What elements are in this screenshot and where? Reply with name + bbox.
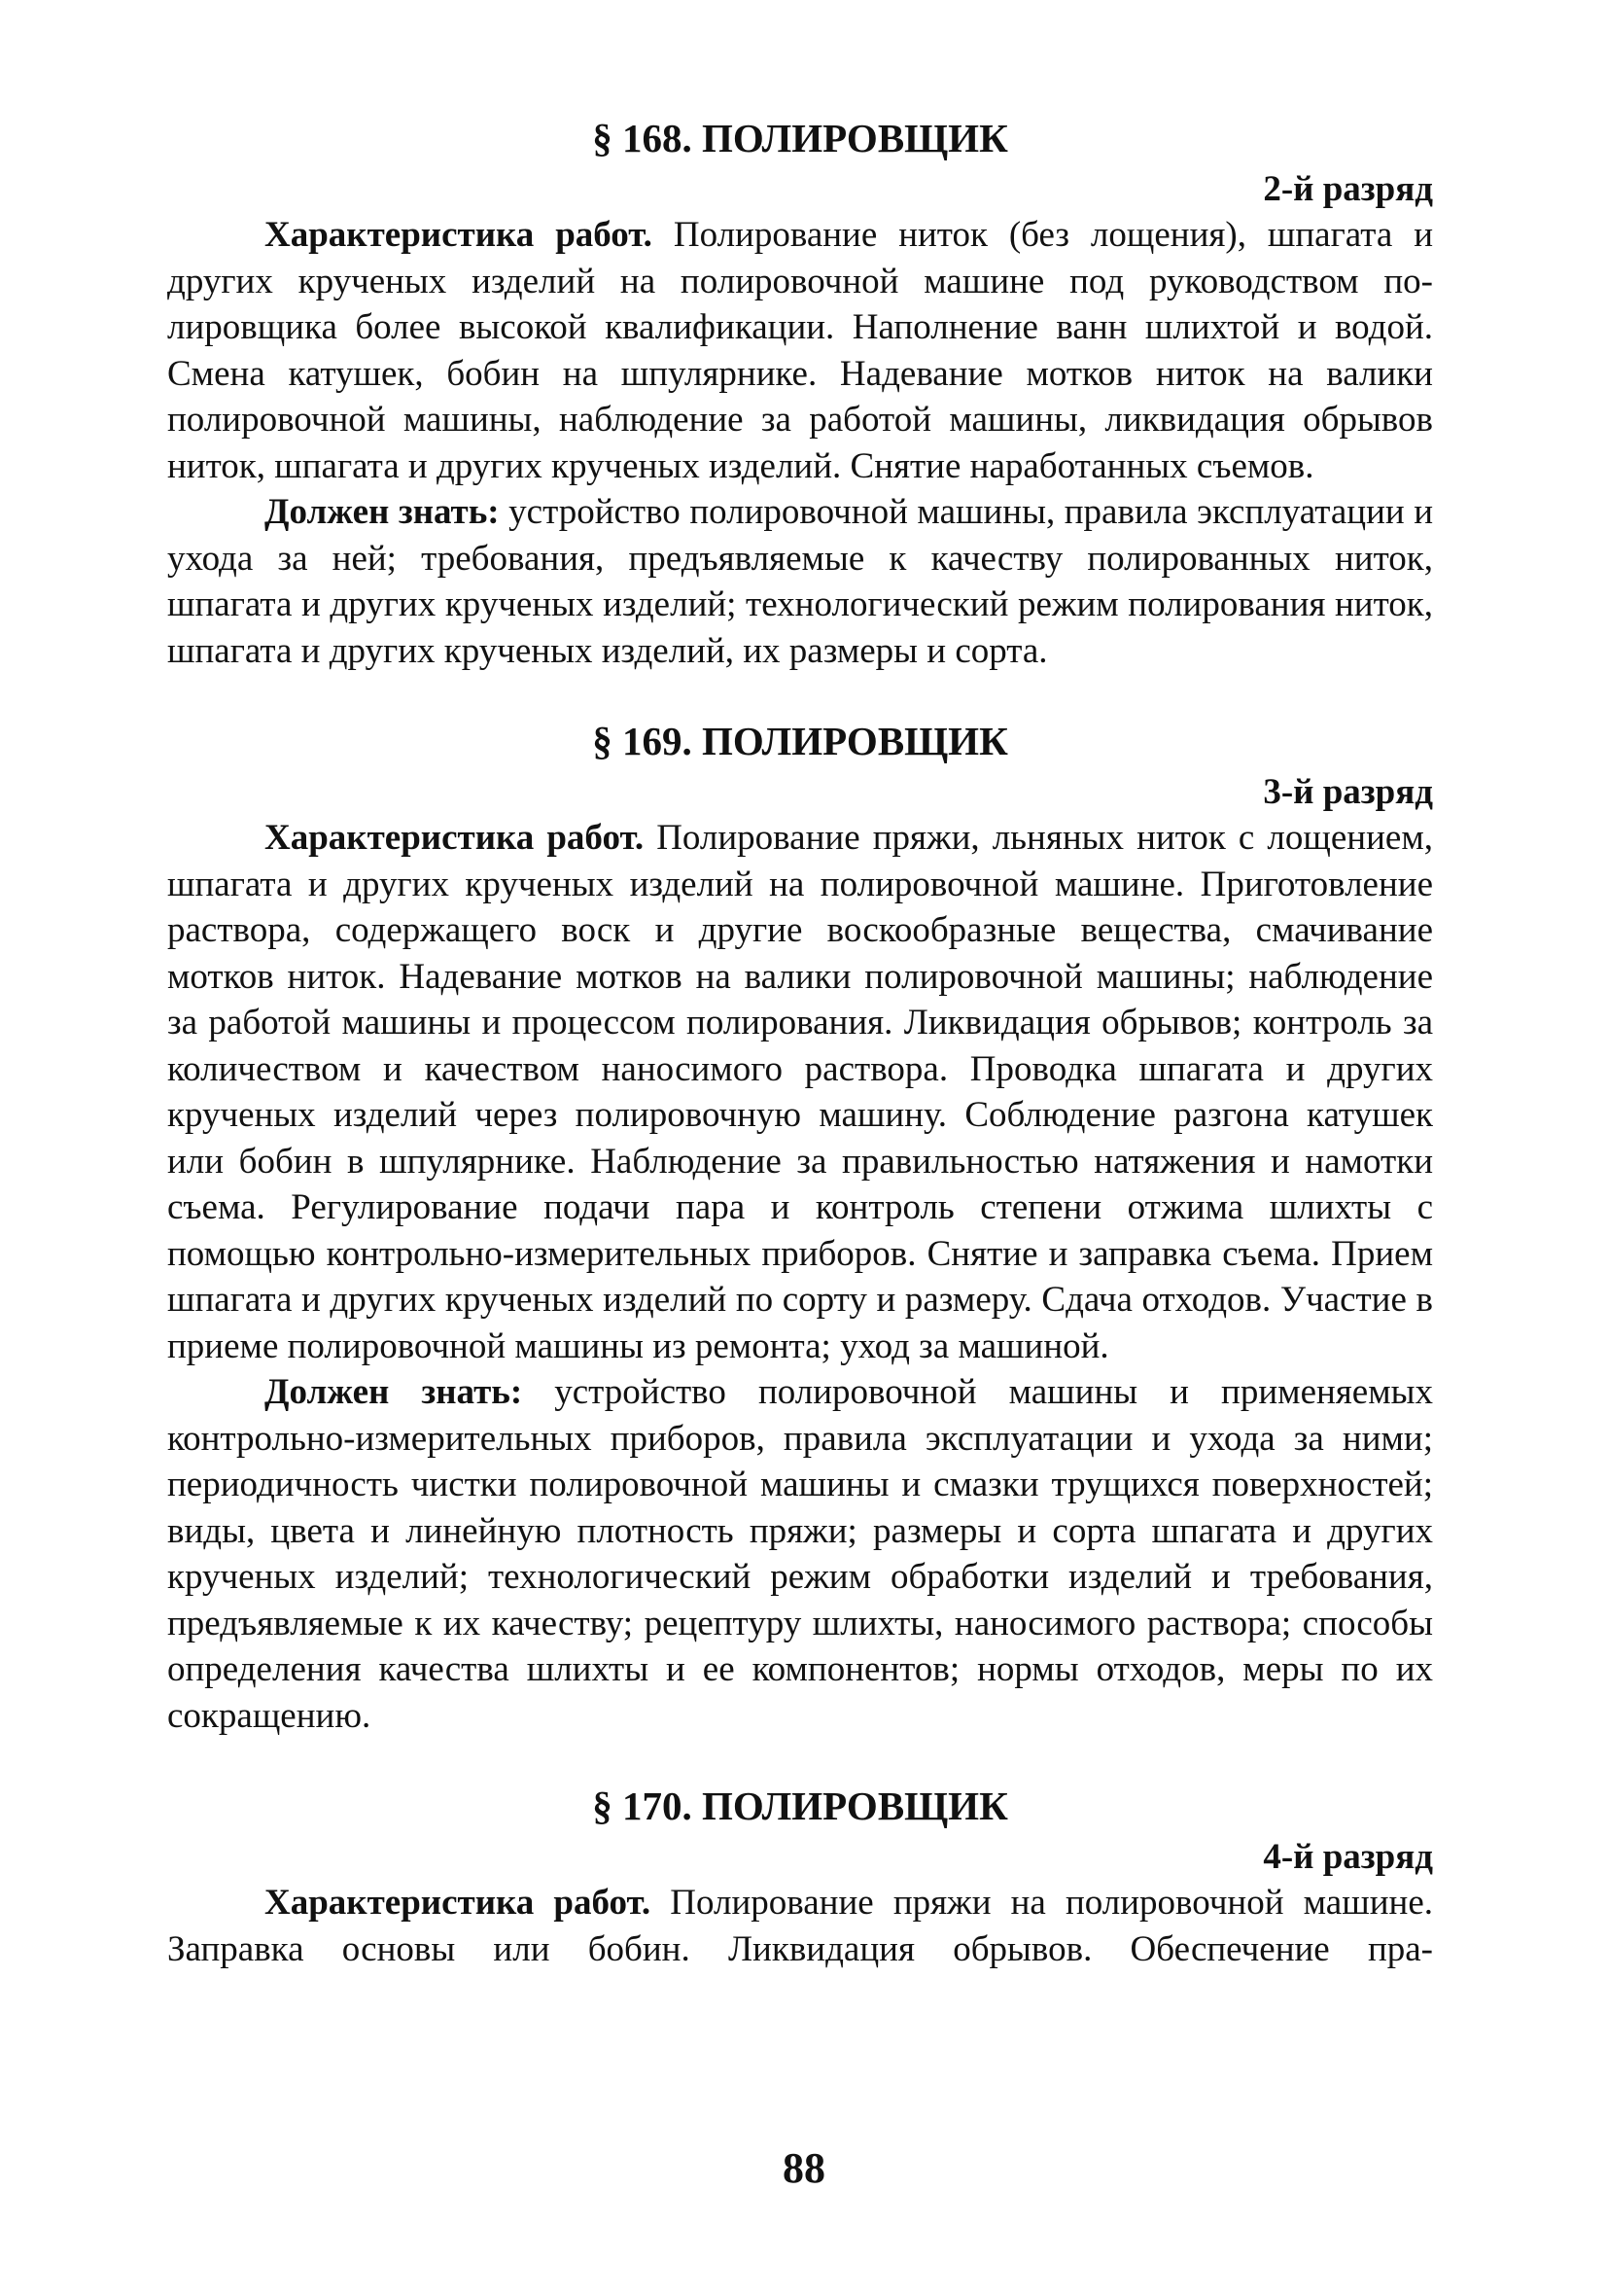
- must-know-paragraph: [167, 1369, 1433, 1739]
- grade-label: 2-й разряд: [1263, 169, 1433, 209]
- must-know-text: устройство полировочной машины, правила эксплуатации и ухода за ней; требования, предъявляемые к качеству полированных ниток, шпагата и других крученых изделий; технологический режим полирования ниток, шпагата и других крученых изделий, их размеры и сорта.: [167, 492, 1433, 671]
- grade-label: 3-й разряд: [1263, 772, 1433, 812]
- section-spacer: [167, 674, 1433, 718]
- section-169: [167, 718, 1433, 1739]
- grade-label: 4-й разряд: [1263, 1837, 1433, 1877]
- must-know-label: Должен знать:: [264, 492, 500, 532]
- work-characteristics-text: Полирование ниток (без лощения), шпагата и других крученых изделий на полировочной машине под руководством полировщика более высокой квалификации. Наполнение ванн шлихтой и водой. Смена катушек, бобин на шпулярнике. Надевание мотков ниток на валики полировочной машины, наблюдение за работой машины, ликвидация обрывов ниток, шпагата и других крученых изделий. Снятие наработанных съемов.: [167, 215, 1434, 486]
- section-title: § 168. ПОЛИРОВЩИК: [592, 116, 1008, 160]
- section-title: § 169. ПОЛИРОВЩИК: [592, 719, 1008, 763]
- document-page: [167, 115, 1433, 1972]
- must-know-label: Должен знать:: [264, 1372, 523, 1412]
- work-characteristics-text: Полирование пряжи на полировочной машине. Заправка основы или бобин. Ликвидация обрывов. Обеспечение пра-: [167, 1883, 1433, 1969]
- section-title: § 170. ПОЛИРОВЩИК: [592, 1784, 1008, 1828]
- work-characteristics-label: Характеристика работ.: [264, 1883, 651, 1923]
- section-168: [167, 115, 1433, 674]
- work-characteristics-paragraph: [167, 815, 1433, 1369]
- section-170: [167, 1783, 1433, 1972]
- must-know-text: устройство полировочной машины и применяемых контрольно-измерительных приборов, правила эксплуатации и ухода за ними; периодичность чистки полировочной машины и смазки трущихся поверхностей; виды, цвета и линейную плотность пряжи; размеры и сорта шпагата и других крученых изделий; технологический режим обработки изделий и требования, предъявляемые к их качеству; рецептуру шлихты, наносимого раствора; способы определения качества шлихты и ее компонентов; нормы отходов, меры по их сокращению.: [167, 1372, 1434, 1736]
- work-characteristics-text: Полирование пряжи, льняных ниток с лощением, шпагата и других крученых изделий на полировочной машине. Приготовление раствора, содержащего воск и другие воскообразные вещества, смачивание мотков ниток. Надевание мотков на валики полировочной машины; наблюдение за работой машины и процессом полирования. Ликвидация обрывов; контроль за количеством и качеством наносимого раствора. Проводка шпагата и других крученых изделий через полировочную машину. Соблюдение разгона катушек или бобин в шпулярнике. Наблюдение за правильностью натяжения и намотки съема. Регулирование подачи пара и контроль степени отжима шлихты с помощью контрольно-измерительных приборов. Снятие и заправка съема. Прием шпагата и других крученых изделий по сорту и размеру. Сдача отходов. Участие в приеме полировочной машины из ремонта; уход за машиной.: [167, 818, 1433, 1366]
- work-characteristics-paragraph: [167, 1880, 1433, 1972]
- work-characteristics-label: Характеристика работ.: [264, 818, 645, 858]
- must-know-paragraph: [167, 489, 1433, 674]
- work-characteristics-paragraph: [167, 212, 1433, 489]
- section-spacer: [167, 1739, 1433, 1783]
- page-number: 88: [783, 2144, 825, 2192]
- work-characteristics-label: Характеристика работ.: [264, 215, 652, 255]
